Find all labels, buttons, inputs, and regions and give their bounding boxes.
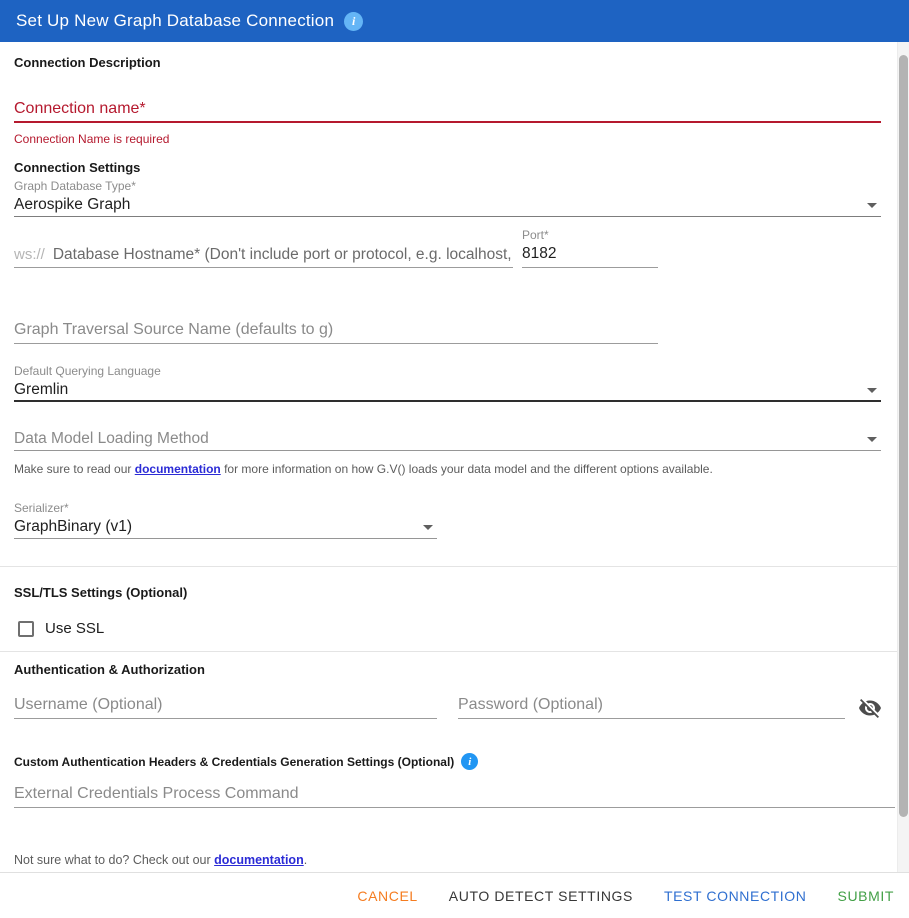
documentation-link[interactable]: documentation [134, 462, 221, 476]
graph-database-type-select[interactable] [14, 194, 881, 217]
chevron-down-icon [867, 203, 877, 208]
info-icon[interactable] [344, 12, 363, 31]
help-suffix: . [303, 853, 308, 867]
use-ssl-label[interactable]: Use SSL [45, 620, 105, 637]
serializer-label: Serializer* [14, 501, 69, 515]
connection-name-error: Connection Name is required [14, 132, 170, 146]
auto-detect-settings-button[interactable]: AUTO DETECT SETTINGS [447, 884, 635, 908]
username-input[interactable] [14, 692, 437, 719]
data-model-helper-text [14, 462, 713, 476]
bottom-help-text [14, 853, 307, 867]
documentation-link[interactable]: documentation [214, 853, 304, 867]
connection-name-input[interactable] [14, 97, 881, 123]
use-ssl-checkbox[interactable] [18, 621, 34, 637]
serializer-select[interactable] [14, 516, 437, 539]
default-querying-language-label: Default Querying Language [14, 364, 161, 378]
default-querying-language-select[interactable] [14, 380, 881, 402]
use-ssl-checkbox-row[interactable] [18, 620, 104, 637]
custom-auth-heading-text: Custom Authentication Headers & Credentials Generation Settings (Optional) [14, 754, 455, 769]
eye-off-icon [858, 696, 882, 720]
helper-prefix: Make sure to read our [14, 462, 135, 476]
scrollbar[interactable] [897, 42, 909, 872]
port-input[interactable] [522, 241, 658, 268]
protocol-prefix: ws:// [14, 246, 45, 263]
serializer-value: GraphBinary (v1) [14, 518, 133, 535]
help-prefix: Not sure what to do? Check out our [14, 853, 215, 867]
dialog-title: Set Up New Graph Database Connection [16, 11, 335, 30]
dialog-actions [0, 872, 909, 918]
database-hostname-field [14, 242, 513, 268]
section-divider [0, 651, 897, 652]
default-querying-language-value: Gremlin [14, 381, 69, 398]
chevron-down-icon [867, 437, 877, 442]
graph-database-type-value: Aerospike Graph [14, 196, 131, 213]
password-input[interactable] [458, 692, 845, 719]
external-credentials-input[interactable] [14, 781, 895, 808]
section-divider [0, 566, 897, 567]
section-heading-connection-settings: Connection Settings [14, 160, 141, 175]
chevron-down-icon [423, 525, 433, 530]
scrollbar-thumb[interactable] [899, 55, 908, 817]
section-heading-ssl: SSL/TLS Settings (Optional) [14, 585, 188, 600]
graph-database-type-label: Graph Database Type* [14, 179, 136, 193]
password-visibility-toggle[interactable] [857, 696, 883, 722]
data-model-loading-method-select[interactable] [14, 428, 881, 451]
dialog-header [0, 0, 909, 42]
section-heading-custom-auth [14, 753, 478, 770]
data-model-loading-method-placeholder: Data Model Loading Method [14, 430, 209, 447]
section-heading-connection-description: Connection Description [14, 55, 161, 70]
cancel-button[interactable]: CANCEL [355, 884, 419, 908]
test-connection-button[interactable]: TEST CONNECTION [662, 884, 809, 908]
section-heading-authentication: Authentication & Authorization [14, 662, 205, 677]
submit-button[interactable]: SUBMIT [836, 884, 897, 908]
info-icon[interactable] [461, 753, 478, 770]
chevron-down-icon [867, 388, 877, 393]
database-hostname-input[interactable] [53, 246, 513, 264]
traversal-source-input[interactable] [14, 317, 658, 344]
helper-suffix: for more information on how G.V() loads your data model and the different options available. [220, 462, 713, 476]
port-label: Port* [522, 228, 549, 242]
